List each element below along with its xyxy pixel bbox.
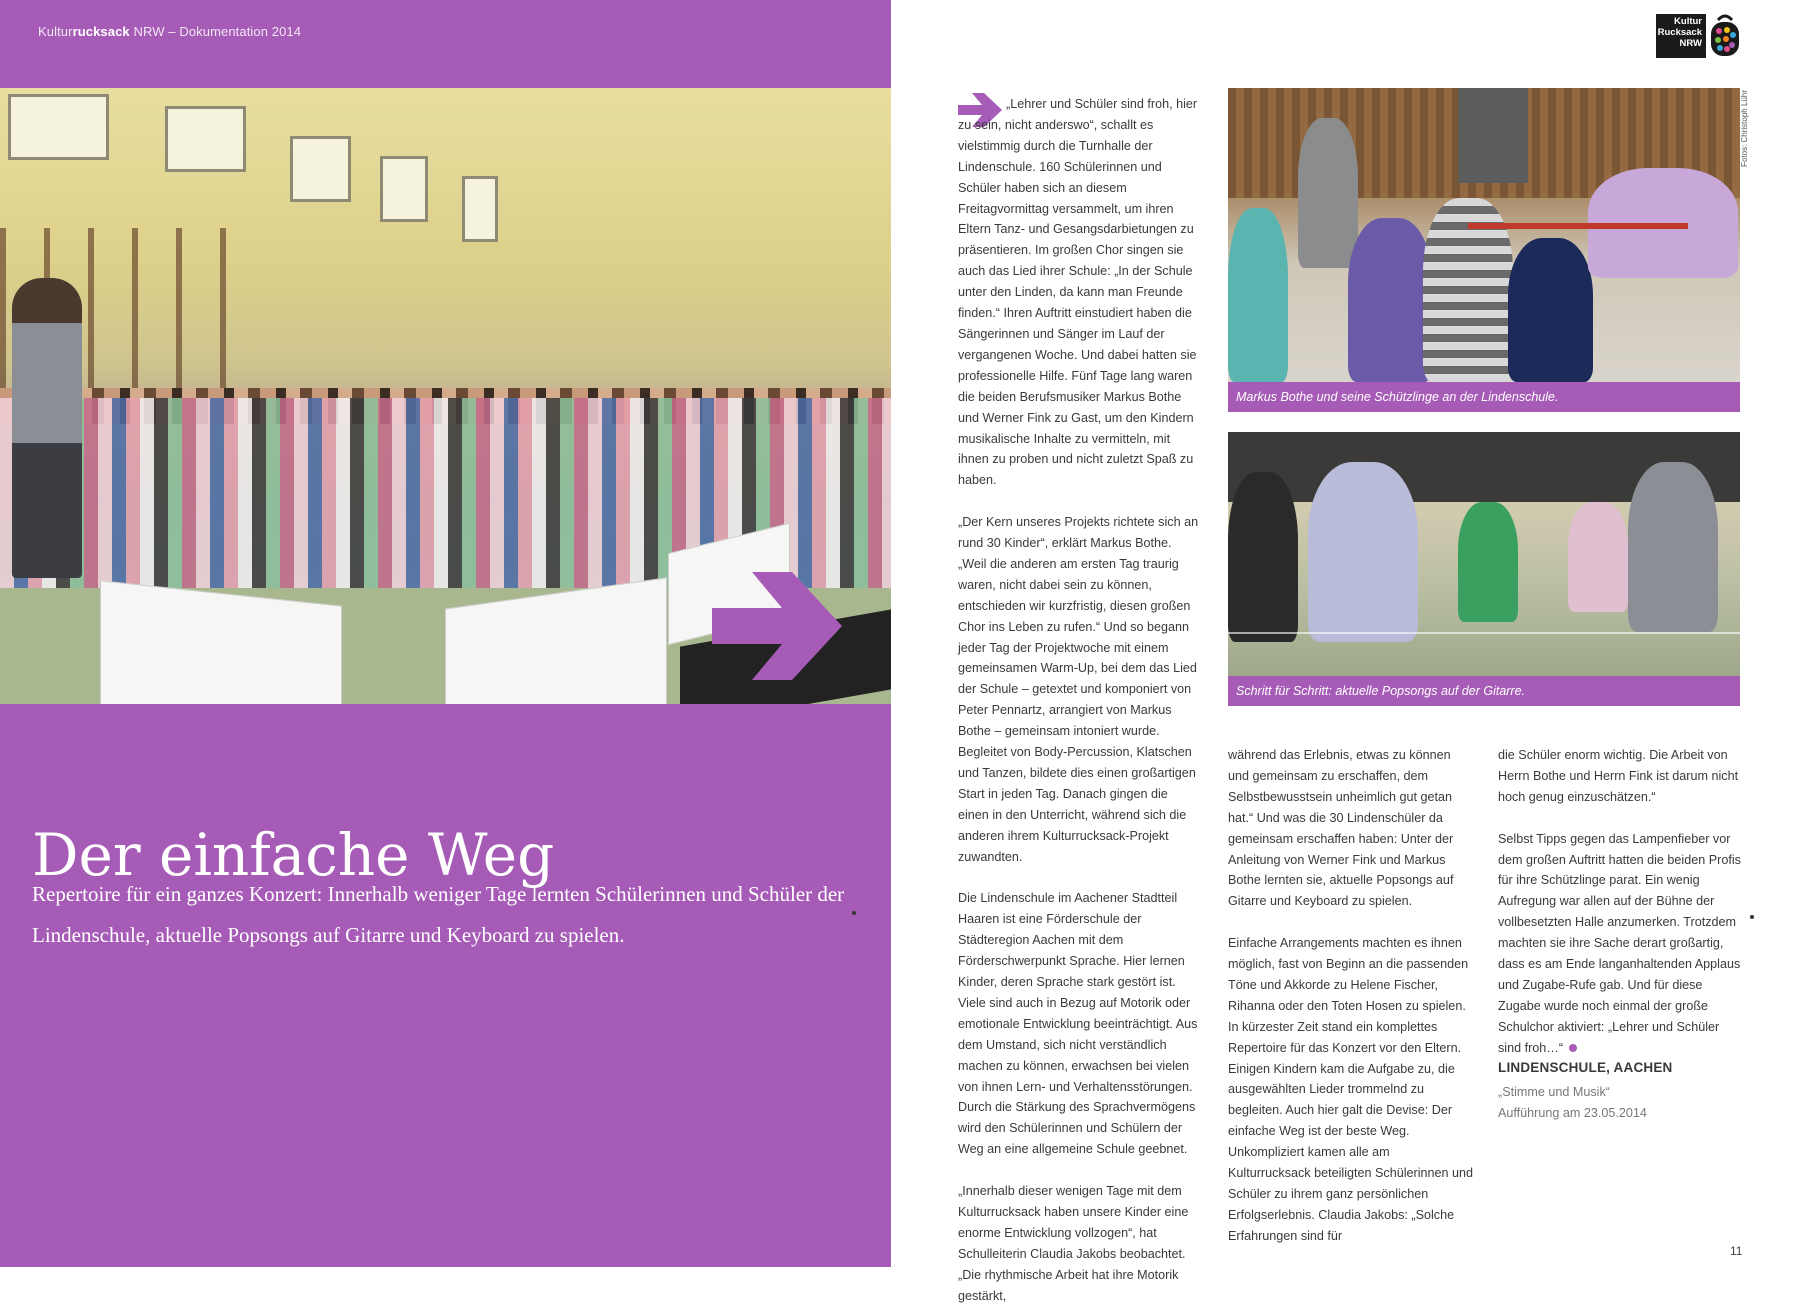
photo-workshop-circle — [1228, 88, 1740, 382]
photo-caption-1: Markus Bothe und seine Schützlinge an der Lindenschule. — [1228, 382, 1740, 412]
child-figure — [1228, 208, 1288, 382]
logo-text — [1656, 14, 1706, 58]
teacher-figure — [1628, 462, 1718, 632]
project-info — [1498, 1082, 1742, 1124]
text-column-2 — [1228, 745, 1474, 1247]
main-photo-choir — [0, 88, 891, 704]
paragraph — [1498, 829, 1742, 1059]
paragraph: „Der Kern unseres Projekts richtete sich an rund 30 Kinder“, erklärt Markus Bothe. „Weil die anderen am ersten Tag traurig waren, nicht dabei sein zu können, entschieden wir kurzfristig, diesen großen Chor ins Leben zu rufen.“ Und so begann jeder Tag der Projektwoche mit einem gemeinsamen Warm-Up, bei dem das Lied der Schule – getextet und komponiert von Peter Pennartz, arrangiert von Markus Bothe – gemeinsam intoniert wurde. Begleitet von Body-Percussion, Klatschen und Tanzen, bildete dies einen großartigen Start in jeden Tag. Danach gingen die einen in den Unterricht, während sich die anderen ihrem Kulturrucksack-Projekt zuwandten. — [958, 515, 1199, 864]
article-title: Der einfache Weg — [32, 820, 555, 889]
dark-panel — [1458, 88, 1528, 183]
paragraph: während das Erlebnis, etwas zu können und gemeinsam zu erschaffen, dem Selbstbewusstsein unheimlich gut getan hat.“ Und was die 30 Lindenschüler da gemeinsam erschaffen haben: Unter der Anleitung von Werner Fink und Markus Bothe lernten sie, aktuelle Popsongs auf Gitarre und Keyboard zu spielen. — [1228, 748, 1454, 909]
school-name: LINDENSCHULE, AACHEN — [1498, 1060, 1673, 1075]
text-column-3 — [1498, 745, 1742, 1059]
logo-line-3: NRW — [1679, 38, 1702, 49]
running-head-prefix: Kultur — [38, 24, 73, 39]
running-head-suffix: NRW – Dokumentation 2014 — [129, 24, 302, 39]
paragraph: die Schüler enorm wichtig. Die Arbeit von Herrn Bothe und Herrn Fink ist darum nicht hoch genug einzuschätzen.“ — [1498, 748, 1739, 804]
gym-window — [290, 136, 351, 202]
photo-credit: Fotos: Christoph Lühr — [1740, 90, 1749, 167]
logo-line-2: Rucksack — [1657, 27, 1702, 38]
student-figure — [1568, 502, 1628, 612]
running-head — [38, 24, 301, 39]
paragraph-text: „Lehrer und Schüler sind froh, hier zu sein, nicht anderswo“, schallt es vielstimmig durch die Turnhalle der Lindenschule. 160 Schülerinnen und Schüler haben sich an diesem Freitagvormittag versammelt, um ihren Eltern Tanz- und Gesangsdarbietungen zu präsentieren. Im großen Chor singen sie auch das Lied ihrer Schule: „In der Schule unter den Linden, da kann man Freunde finden.“ Ihren Auftritt einstudiert haben die Sängerinnen und Sänger im Lauf der vergangenen Woche. Und dabei hatten sie professionelle Hilfe. Fünf Tage lang waren die beiden Berufsmusiker Markus Bothe und Werner Fink zu Gast, um den Kindern musikalische Inhalte zu vermitteln, mit ihnen zu proben und nicht zuletzt Spaß zu haben. — [958, 97, 1198, 488]
gym-window — [8, 94, 109, 160]
student-figure — [1458, 502, 1518, 622]
teacher-figure — [1298, 118, 1358, 268]
photo-guitar-lesson — [1228, 432, 1740, 676]
gym-window — [165, 106, 246, 172]
paragraph: Die Lindenschule im Aachener Stadtteil Haaren ist eine Förderschule der Städteregion Aachen mit dem Förderschwerpunkt Sprache. Hier lernen Kinder, deren Sprache stark gestört ist. Viele sind auch in Bezug auf Motorik oder emotionale Entwicklung beeinträchtigt. Aus dem Umstand, sich nicht verständlich machen zu können, erwachsen bei vielen von ihnen Lern- und Verhaltensstörungen. Durch die Stärkung des Sprachvermögens wird den Schülerinnen und Schülern der Weg an eine allgemeine Schule geebnet. — [958, 891, 1198, 1157]
article-lead: Repertoire für ein ganzes Konzert: Innerhalb weniger Tage lernten Schülerinnen und Schüler der Lindenschule, aktuelle Popsongs auf Gitarre und Keyboard zu spielen. — [32, 882, 845, 947]
stools — [1468, 223, 1688, 309]
student-figure — [1308, 462, 1418, 642]
performance-date: Aufführung am 23.05.2014 — [1498, 1105, 1647, 1120]
project-title: „Stimme und Musik“ — [1498, 1085, 1610, 1099]
end-mark-icon — [1569, 1044, 1577, 1052]
left-page — [0, 0, 891, 1267]
child-figure — [1348, 218, 1433, 382]
paragraph — [958, 94, 1202, 491]
text-column-1 — [958, 94, 1202, 1307]
floor-line — [1228, 632, 1740, 634]
logo-line-1: Kultur — [1674, 16, 1702, 27]
conductor — [12, 278, 82, 578]
page-number: 11 — [1730, 1244, 1743, 1258]
student-figure — [1228, 472, 1298, 642]
running-head-bold: rucksack — [72, 24, 130, 39]
gym-window — [462, 176, 498, 242]
gym-window — [380, 156, 428, 222]
kulturrucksack-logo — [1656, 14, 1742, 58]
arrow-icon — [712, 566, 852, 686]
paragraph: Einfache Arrangements machten es ihnen möglich, fast von Beginn an die passenden Töne und Akkorde zu Helene Fischer, Rihanna oder den Toten Hosen zu spielen. In kürzester Zeit stand ein komplettes Repertoire für das Konzert vor den Eltern. Einigen Kindern kam die Aufgabe zu, die ausgewählten Lieder trommelnd zu begleiten. Auch hier galt die Devise: Der einfache Weg ist der beste Weg. Unkompliziert kamen alle am Kulturrucksack beteiligten Schülerinnen und Schüler zu ihrem ganz persönlichen Erfolgserlebnis. Claudia Jakobs: „Solche Erfahrungen sind für — [1228, 936, 1474, 1243]
scan-speck — [852, 911, 856, 915]
paragraph-text: Selbst Tipps gegen das Lampenfieber vor dem großen Auftritt hatten die beiden Profis für ihre Schützlinge parat. Ein wenig Aufregung war allen auf der Bühne der vollbesetzten Halle anzumerken. Trotzdem machten sie ihre Sache derart großartig, dass es am Ende langanhaltenden Applaus und Zugabe-Rufe gab. Und für diese Zugabe wurde noch einmal der große Schulchor aktiviert: „Lehrer und Schüler sind froh…“ — [1498, 831, 1741, 1055]
backpack-icon — [1708, 14, 1742, 58]
scan-speck — [1750, 915, 1754, 919]
paragraph: „Innerhalb dieser wenigen Tage mit dem Kulturrucksack haben unsere Kinder eine enorme Entwicklung vollzogen“, hat Schulleiterin Claudia Jakobs beobachtet. „Die rhythmische Arbeit hat ihre Motorik gestärkt, — [958, 1184, 1189, 1303]
photo-caption-2: Schritt für Schritt: aktuelle Popsongs auf der Gitarre. — [1228, 676, 1740, 706]
